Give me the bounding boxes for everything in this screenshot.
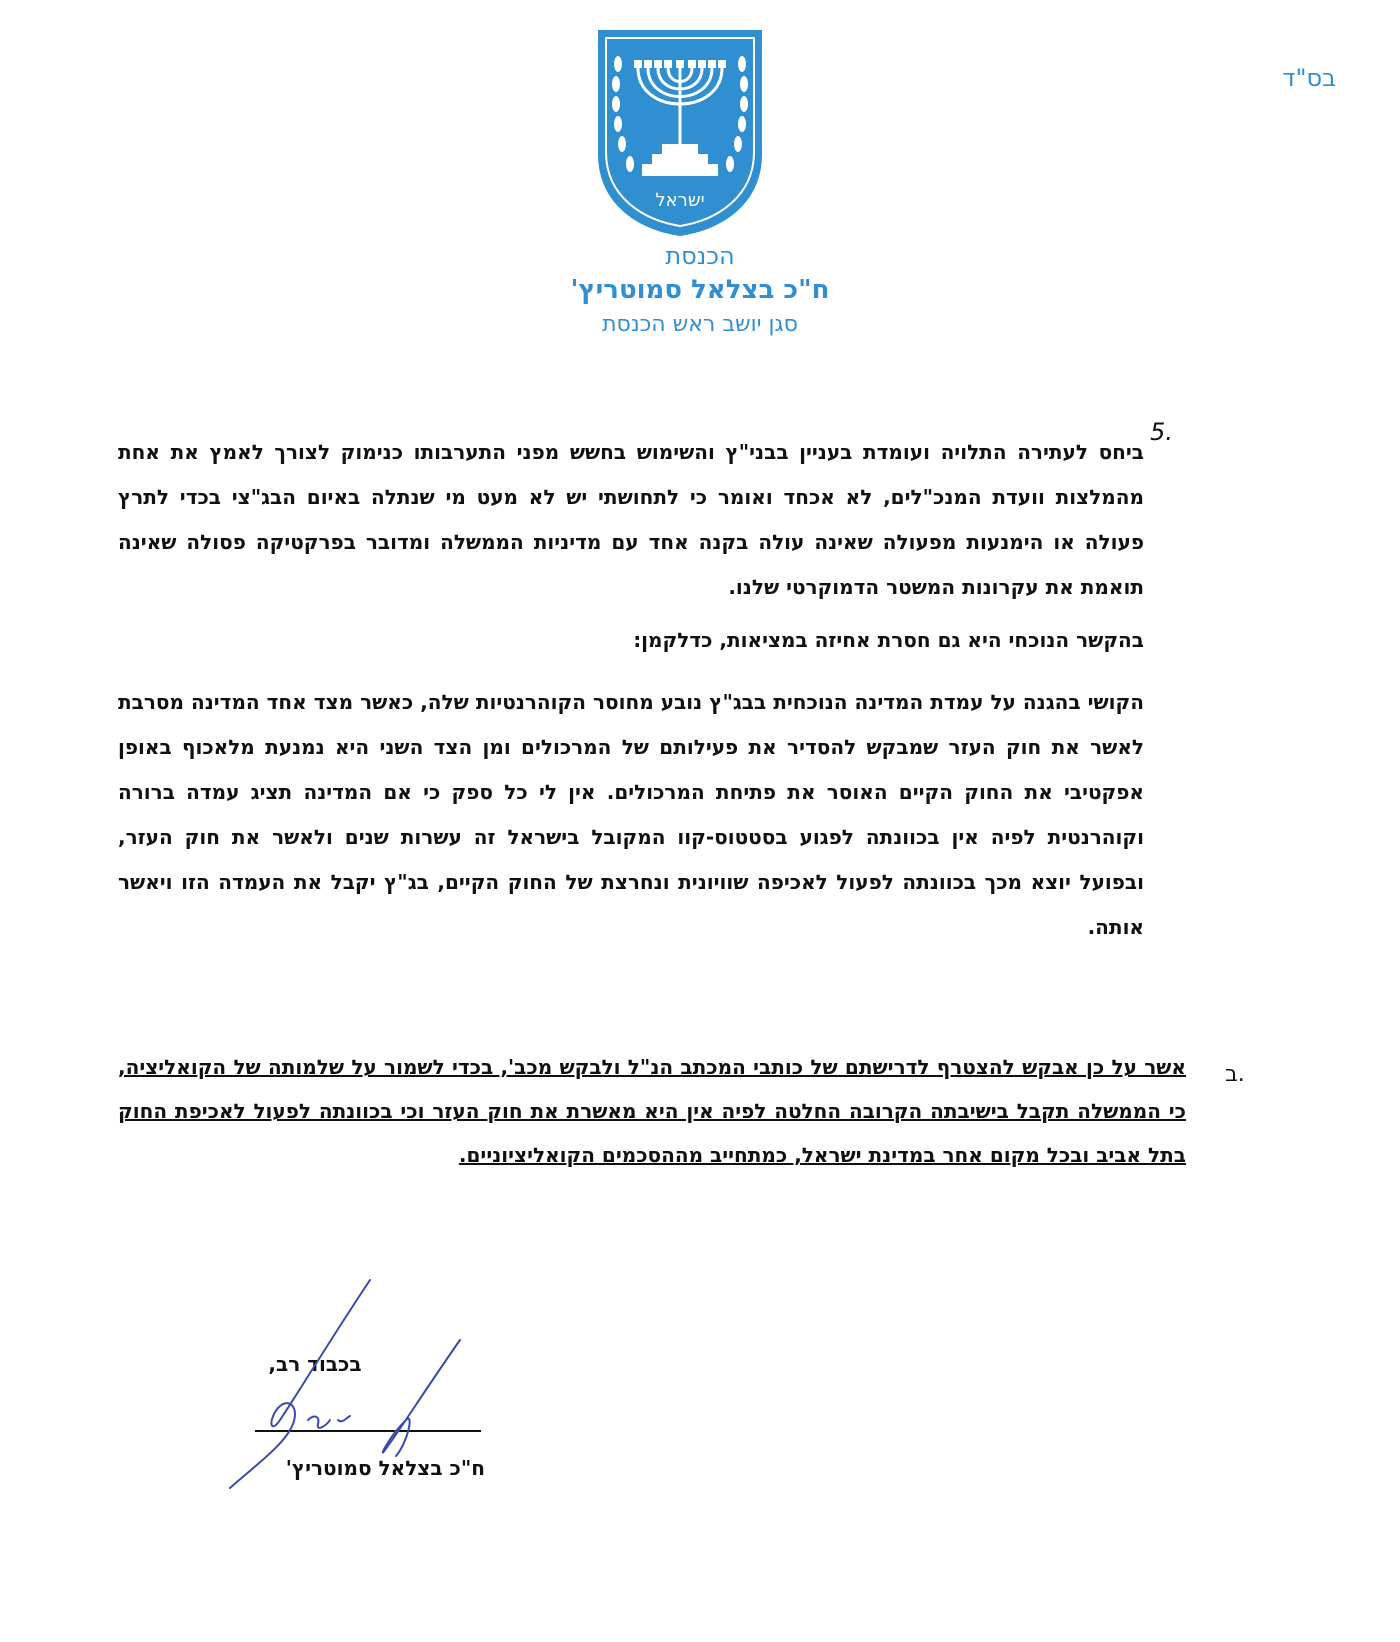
signatory-name: ח"כ בצלאל סמוטריץ' (285, 1456, 485, 1480)
difficulty-paragraph (118, 680, 1144, 950)
section-5-number: 5. (1150, 418, 1173, 446)
difficulty-text: הקושי בהגנה על עמדת המדינה הנוכחית בבג"ץ נובע מחוסר הקוהרנטיות שלה, כאשר מצד אחד המדינה מסרבת לאשר את חוק העזר שמבקש להסדיר את פעילותם של המרכולים ומן הצד השני היא נמנעת מלאכוף באופן אפקטיבי את החוק הקיים האוסר את פתיחת המרכולים. אין לי כל ספק כי אם המדינה תציג עמדה ברורה וקוהרנטית לפיה אין בכוונתה לפגוע בסטטוס-קוו המקובל בישראל זה עשרות שנים ולאשר את חוק העזר, ובפועל יוצא מכך בכוונתה לפעול לאכיפה שוויונית ונחרצת של החוק הקיים, בג"ץ יקבל את העמדה הזו ויאשר אותה. (118, 690, 1144, 939)
org-name: הכנסת (665, 242, 735, 270)
member-name: ח"כ בצלאל סמוטריץ' (570, 275, 830, 305)
section-b-paragraph (118, 1045, 1186, 1177)
menorah-emblem-icon (592, 24, 768, 240)
intro-text: בהקשר הנוכחי היא גם חסרת אחיזה במציאות, כדלקמן: (633, 628, 1144, 652)
section-5-paragraph (118, 430, 1144, 610)
sign-off-greeting: בכבוד רב, (268, 1352, 362, 1376)
letterhead (0, 240, 1400, 342)
section-b-number: ב. (1225, 1062, 1245, 1087)
section-b-text: אשר על כן אבקש להצטרף לדרישתם של כותבי המכתב הנ"ל ולבקש מכב', בכדי לשמור על שלמותה של הקואליציה, כי הממשלה תקבל בישיבתה הקרובה החלטה לפיה אין היא מאשרת את חוק העזר וכי בכוונתה לפעול לאכיפת החוק בתל אביב ובכל מקום אחר במדינת ישראל, כמתחייב מההסכמים הקואליציוניים. (118, 1055, 1186, 1167)
bsd-mark: בס"ד (1282, 64, 1336, 92)
emblem-text: ישראל (655, 190, 705, 211)
member-role: סגן יושב ראש הכנסת (602, 312, 798, 337)
intro-paragraph (118, 618, 1144, 663)
handwritten-signature-icon (210, 1270, 500, 1500)
section-5-text: ביחס לעתירה התלויה ועומדת בעניין בבני"ץ והשימוש בחשש מפני התערבותו כנימוק לצורך לאמץ את אחת מהמלצות וועדת המנכ"לים, לא אכחד ואומר כי לתחושתי יש לא מעט מי שנתלה באיום הבג"צי בכדי לתרץ פעולה או הימנעות מפעולה שאינה עולה בקנה אחד עם מדיניות הממשלה ומדובר בפרקטיקה פסולה שאינה תואמת את עקרונות המשטר הדמוקרטי שלנו. (118, 440, 1144, 599)
